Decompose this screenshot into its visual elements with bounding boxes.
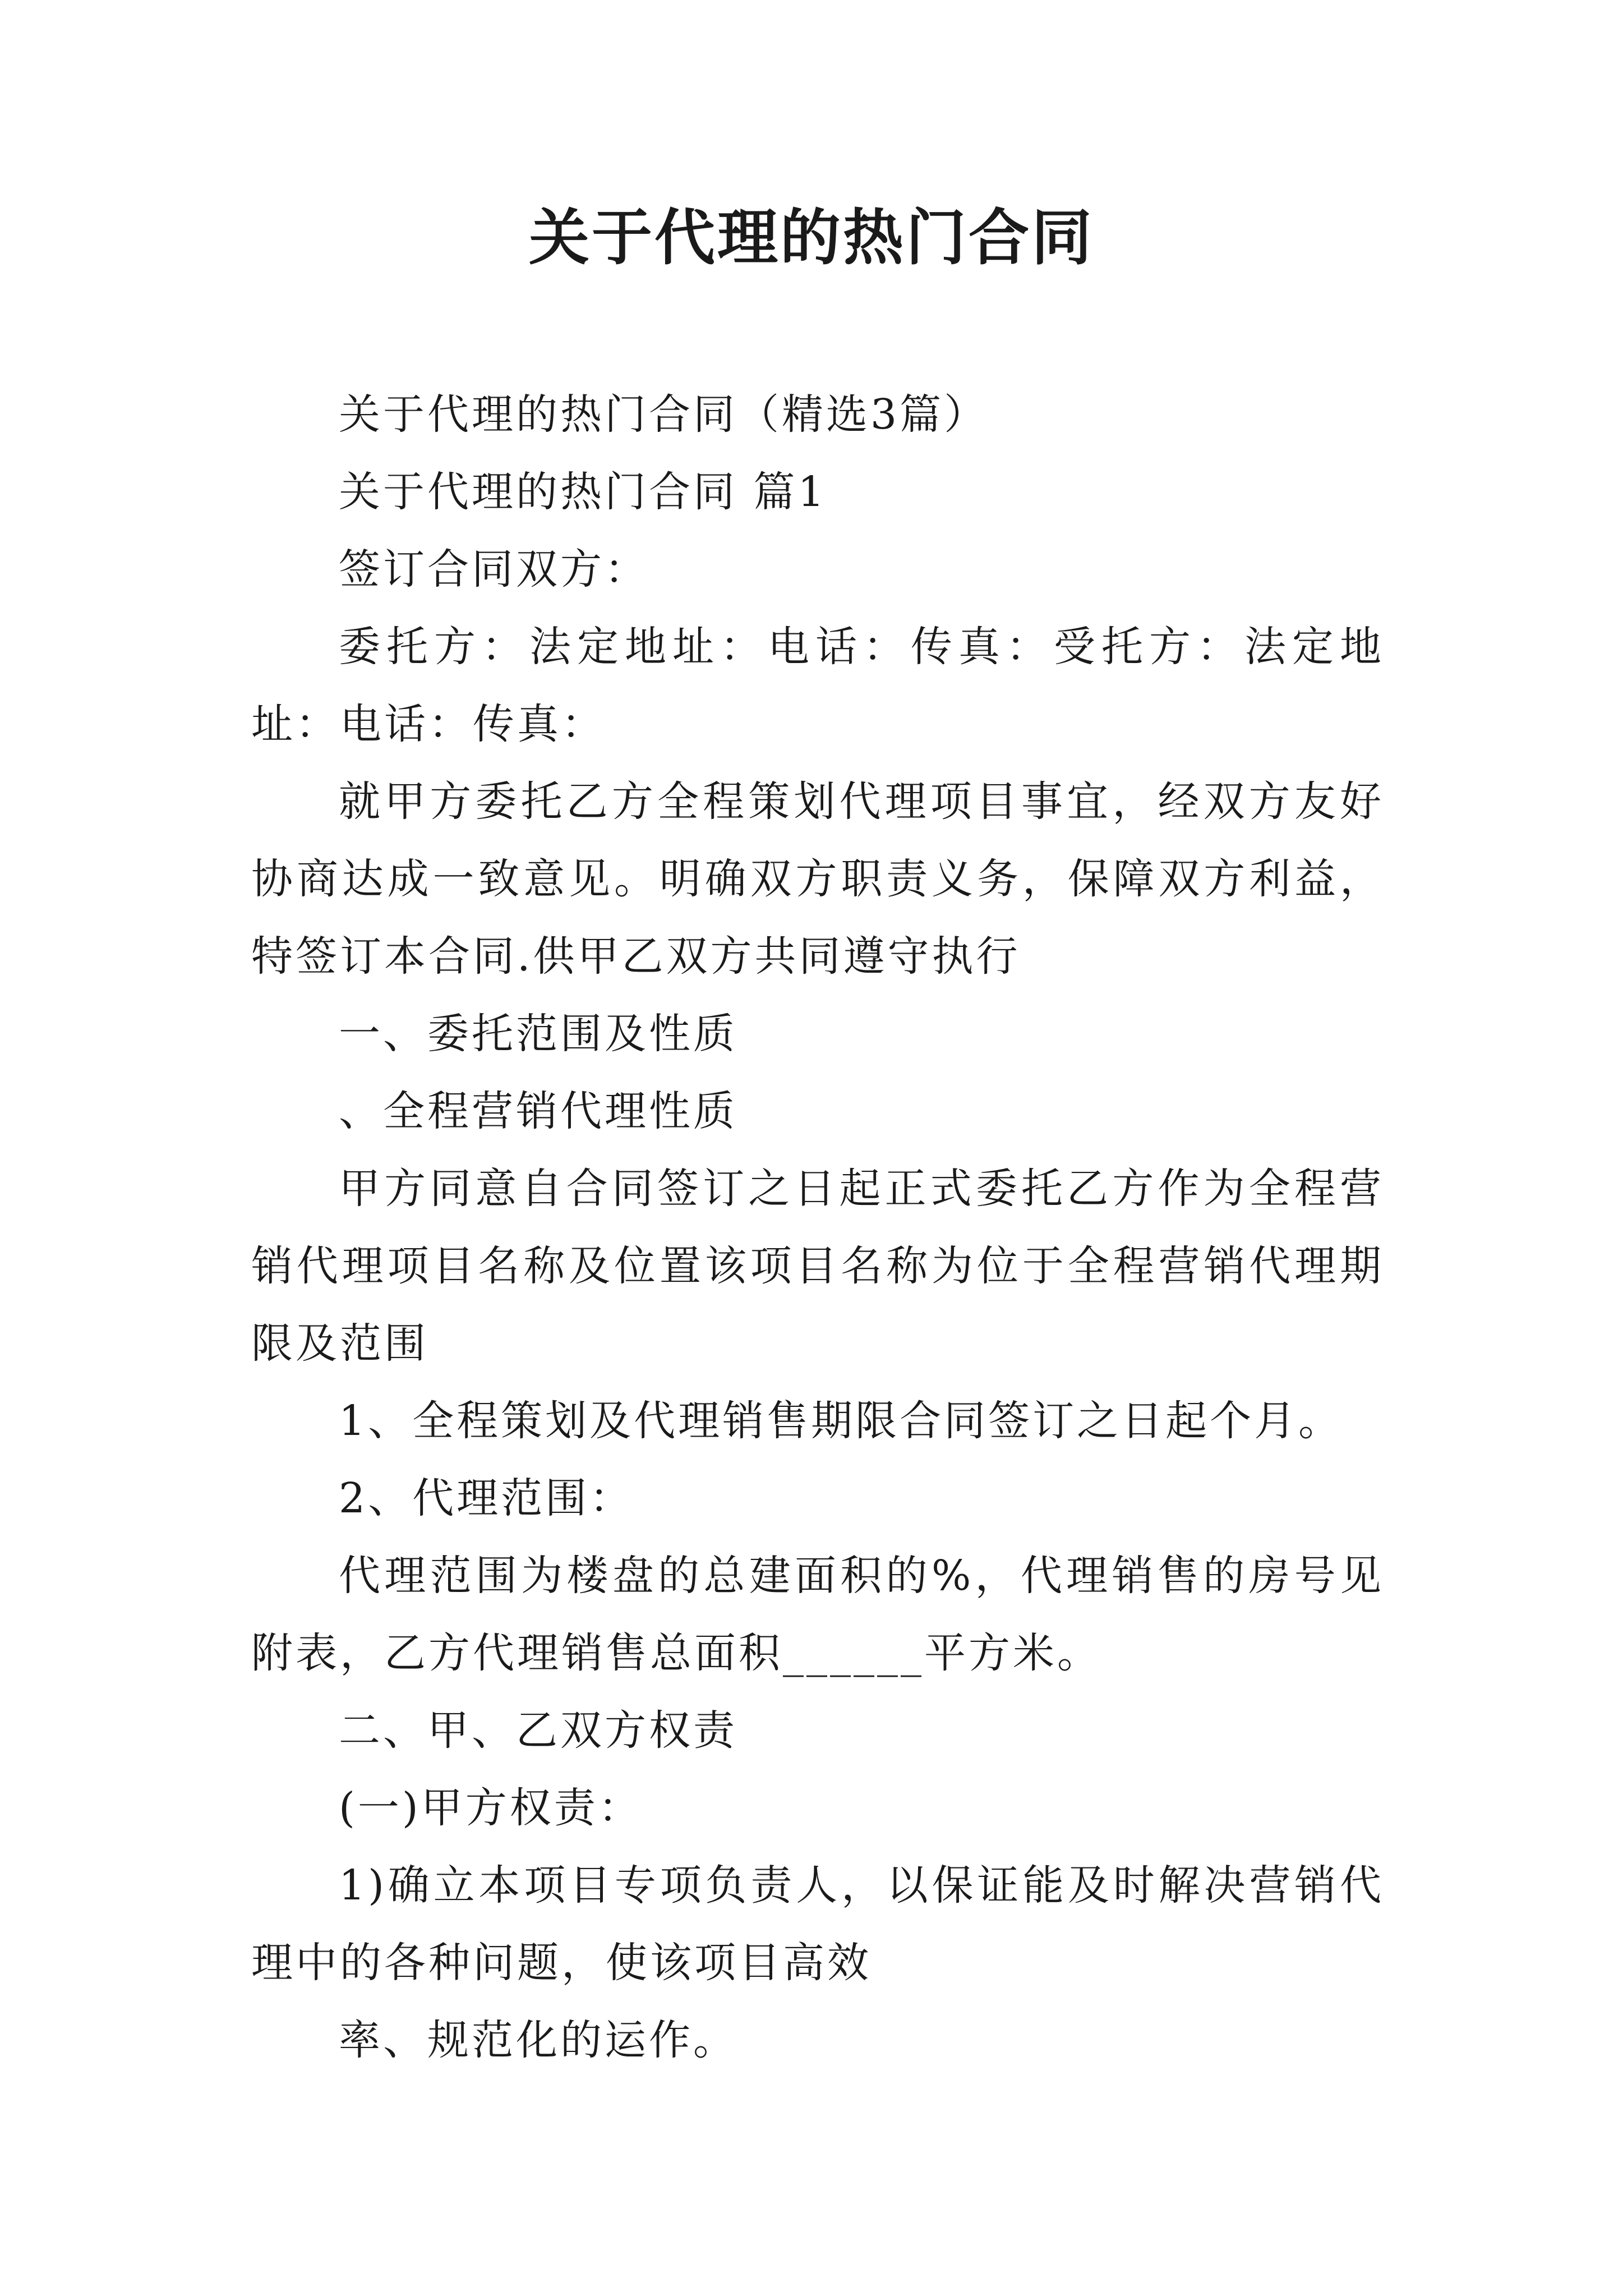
paragraph: 1)确立本项目专项负责人，以保证能及时解决营销代理中的各种问题，使该项目高效 [251, 1861, 1384, 1987]
paragraph: 签订合同双方： [339, 545, 649, 593]
paragraph: 关于代理的热门合同（精选3篇） [339, 390, 989, 439]
document-body [251, 376, 1384, 2079]
paragraph: 二、甲、乙双方权责 [339, 1706, 737, 1755]
paragraph: 就甲方委托乙方全程策划代理项目事宜，经双方友好协商达成一致意见。明确双方职责义务，保障双方利益，特签订本合同.供甲乙双方共同遵守执行 [251, 777, 1384, 981]
paragraph: 一、委托范围及性质 [339, 1010, 737, 1058]
paragraph: 1、全程策划及代理销售期限合同签订之日起个月。 [339, 1397, 1343, 1445]
paragraph: 2、代理范围： [339, 1474, 634, 1522]
paragraph: 关于代理的热门合同 篇1 [339, 468, 827, 516]
paragraph: 、全程营销代理性质 [339, 1087, 737, 1135]
paragraph: 代理范围为楼盘的总建面积的%，代理销售的房号见附表，乙方代理销售总面积______平方米。 [251, 1552, 1384, 1677]
paragraph: 甲方同意自合同签订之日起正式委托乙方作为全程营销代理项目名称及位置该项目名称为位于全程营销代理期限及范围 [251, 1165, 1384, 1368]
paragraph: (一)甲方权责： [339, 1784, 643, 1832]
paragraph: 率、规范化的运作。 [339, 2016, 737, 2064]
paragraph: 委托方：法定地址：电话：传真：受托方：法定地址：电话：传真： [251, 623, 1384, 748]
document-title: 关于代理的热门合同 [528, 203, 1094, 273]
